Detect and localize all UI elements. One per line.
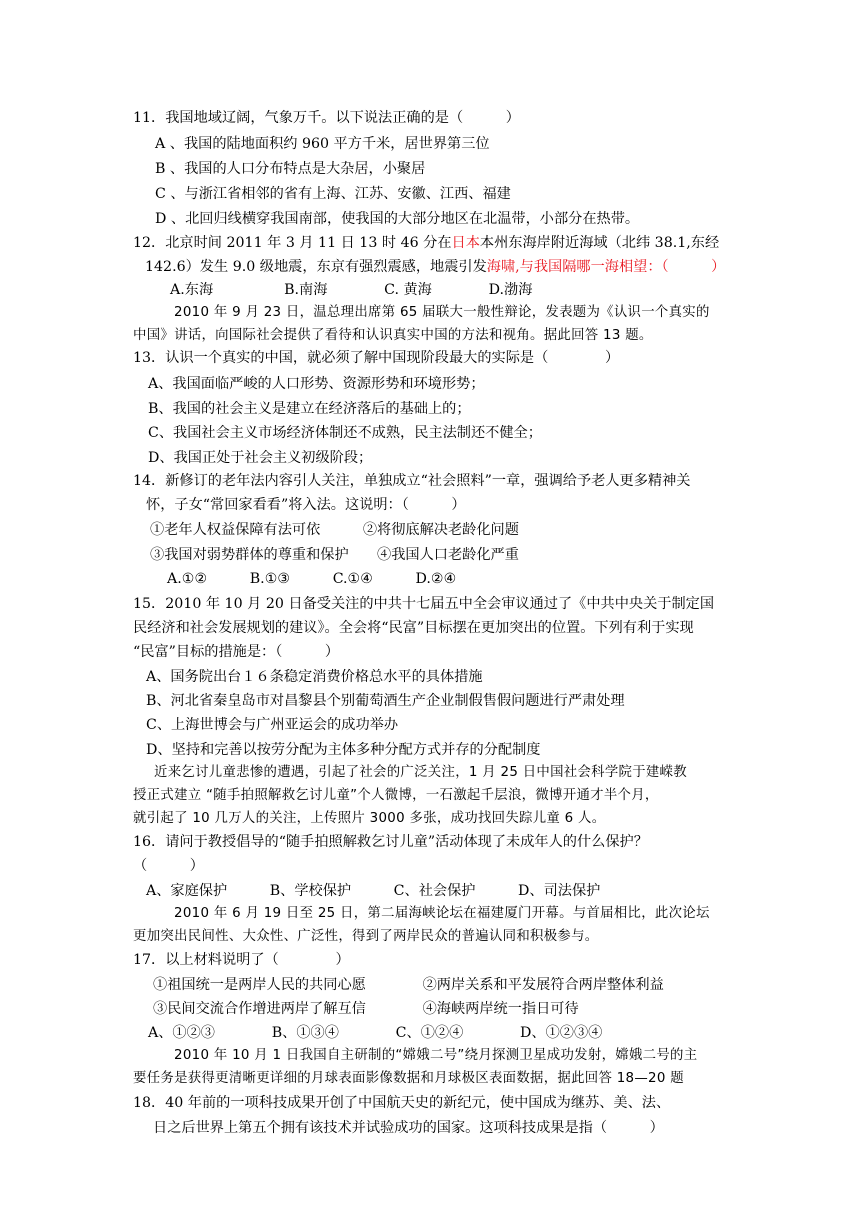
q14-stem-line2: 怀，子女“常回家看看”将入法。这说明：（ ） <box>146 497 466 513</box>
q17-options: A、①②③ B、①③④ C、①②④ D、①②③④ <box>148 1025 603 1041</box>
q12-line1-highlight: 日本 <box>451 235 480 251</box>
q14-items-line2: ③我国对弱势群体的尊重和保护 ④我国人口老龄化严重 <box>150 547 519 563</box>
intro13-line1: 2010 年 9 月 23 日，温总理出席第 65 届联大一般性辩论，发表题为《认识一个真实的 <box>174 305 710 320</box>
q12-line2-highlight: 海啸,与我国隔哪一海相望：（ ） <box>486 259 726 275</box>
q12-line1-text-b: 本州东海岸附近海域（北纬 38.1,东经 <box>479 235 720 251</box>
q18-stem-line2: 日之后世界上第五个拥有该技术并试验成功的国家。这项科技成果是指（ ） <box>153 1120 664 1136</box>
q12-stem-line1 <box>133 232 719 254</box>
q12-line2-text: 142.6）发生 9.0 级地震，东京有强烈震感，地震引发 <box>145 259 487 275</box>
q17-stem: 17．以上材料说明了（ ） <box>133 952 350 968</box>
q11-option-a: A 、我国的陆地面积约 960 平方千米，居世界第三位 <box>155 136 490 152</box>
intro16-line3: 就引起了 10 几万人的关注，上传照片 3000 多张，成功找回失踪儿童 6 人。 <box>133 811 606 826</box>
intro16-line1: 近来乞讨儿童悲惨的遭遇，引起了社会的广泛关注，1 月 25 日中国社会科学院于建嵘教 <box>154 765 687 780</box>
q15-option-c: C、上海世博会与广州亚运会的成功举办 <box>146 717 399 733</box>
q15-option-d: D、坚持和完善以按劳分配为主体多种分配方式并存的分配制度 <box>146 742 541 758</box>
intro13-line2: 中国》讲话，向国际社会提供了看待和认识真实中国的方法和视角。据此回答 13 题。 <box>133 328 653 343</box>
q15-option-b: B、河北省秦皇岛市对昌黎县个别葡萄酒生产企业制假售假问题进行严肃处理 <box>146 693 625 709</box>
intro18-line1: 2010 年 10 月 1 日我国自主研制的“嫦娥二号”绕月探测卫星成功发射，嫦娥二号的主 <box>174 1048 698 1063</box>
q17-items-line1: ①祖国统一是两岸人民的共同心愿 ②两岸关系和平发展符合两岸整体利益 <box>153 977 664 993</box>
intro16-line2: 授正式建立 “随手拍照解救乞讨儿童”个人微博，一石激起千层浪，微博开通才半个月， <box>133 788 659 803</box>
q14-items-line1: ①老年人权益保障有法可依 ②将彻底解决老龄化问题 <box>150 522 519 538</box>
q13-stem: 13．认识一个真实的中国，就必须了解中国现阶段最大的实际是（ ） <box>133 350 620 366</box>
q11-option-c: C 、与浙江省相邻的省有上海、江苏、安徽、江西、福建 <box>155 186 511 202</box>
q11-option-b: B 、我国的人口分布特点是大杂居，小聚居 <box>155 161 426 177</box>
q16-stem-line2: （ ） <box>133 858 204 874</box>
q15-option-a: A、国务院出台１６条稳定消费价格总水平的具体措施 <box>146 669 483 685</box>
intro18-line2: 要任务是获得更清晰更详细的月球表面影像数据和月球极区表面数据，据此回答 18—20 题 <box>133 1071 684 1086</box>
q16-options: A、家庭保护 B、学校保护 C、社会保护 D、司法保护 <box>146 883 601 899</box>
q11-stem: 11．我国地域辽阔，气象万千。以下说法正确的是（ ） <box>133 110 520 126</box>
q15-stem-line3: “民富”目标的措施是：（ ） <box>133 644 340 660</box>
q13-option-d: D、我国正处于社会主义初级阶段； <box>148 450 373 466</box>
q13-option-a: A、我国面临严峻的人口形势、资源形势和环境形势； <box>148 376 485 392</box>
q17-items-line2: ③民间交流合作增进两岸了解互信 ④海峡两岸统一指日可待 <box>153 1001 579 1017</box>
q12-options: A.东海 B.南海 C. 黄海 D.渤海 <box>170 282 533 298</box>
q12-stem-line2 <box>145 256 725 278</box>
q14-options: A.①② B.①③ C.①④ D.②④ <box>167 571 457 587</box>
q12-line1-text-a: 12．北京时间 2011 年 3 月 11 日 13 时 46 分在 <box>133 235 452 251</box>
q15-stem-line2: 民经济和社会发展规划的建议》。全会将“民富”目标摆在更加突出的位置。下列有利于实现 <box>133 620 694 636</box>
q14-stem-line1: 14．新修订的老年法内容引人关注，单独成立“社会照料”一章，强调给予老人更多精神关 <box>133 473 691 489</box>
q15-stem-line1: 15．2010 年 10 月 20 日备受关注的中共十七届五中全会审议通过了《中共中央关于制定国 <box>133 596 715 612</box>
intro17-line2: 更加突出民间性、大众性、广泛性，得到了两岸民众的普遍认同和积极参与。 <box>133 929 599 944</box>
q11-option-d: D 、北回归线横穿我国南部，使我国的大部分地区在北温带，小部分在热带。 <box>155 211 640 227</box>
q18-stem-line1: 18．40 年前的一项科技成果开创了中国航天史的新纪元，使中国成为继苏、美、法、 <box>133 1095 671 1111</box>
intro17-line1: 2010 年 6 月 19 日至 25 日，第二届海峡论坛在福建厦门开幕。与首届相比，此次论坛 <box>174 906 710 921</box>
q13-option-b: B、我国的社会主义是建立在经济落后的基础上的； <box>148 401 471 417</box>
q13-option-c: C、我国社会主义市场经济体制还不成熟，民主法制还不健全； <box>148 425 542 441</box>
q16-stem-line1: 16．请问于教授倡导的“随手拍照解救乞讨儿童”活动体现了未成年人的什么保护？ <box>133 834 648 850</box>
